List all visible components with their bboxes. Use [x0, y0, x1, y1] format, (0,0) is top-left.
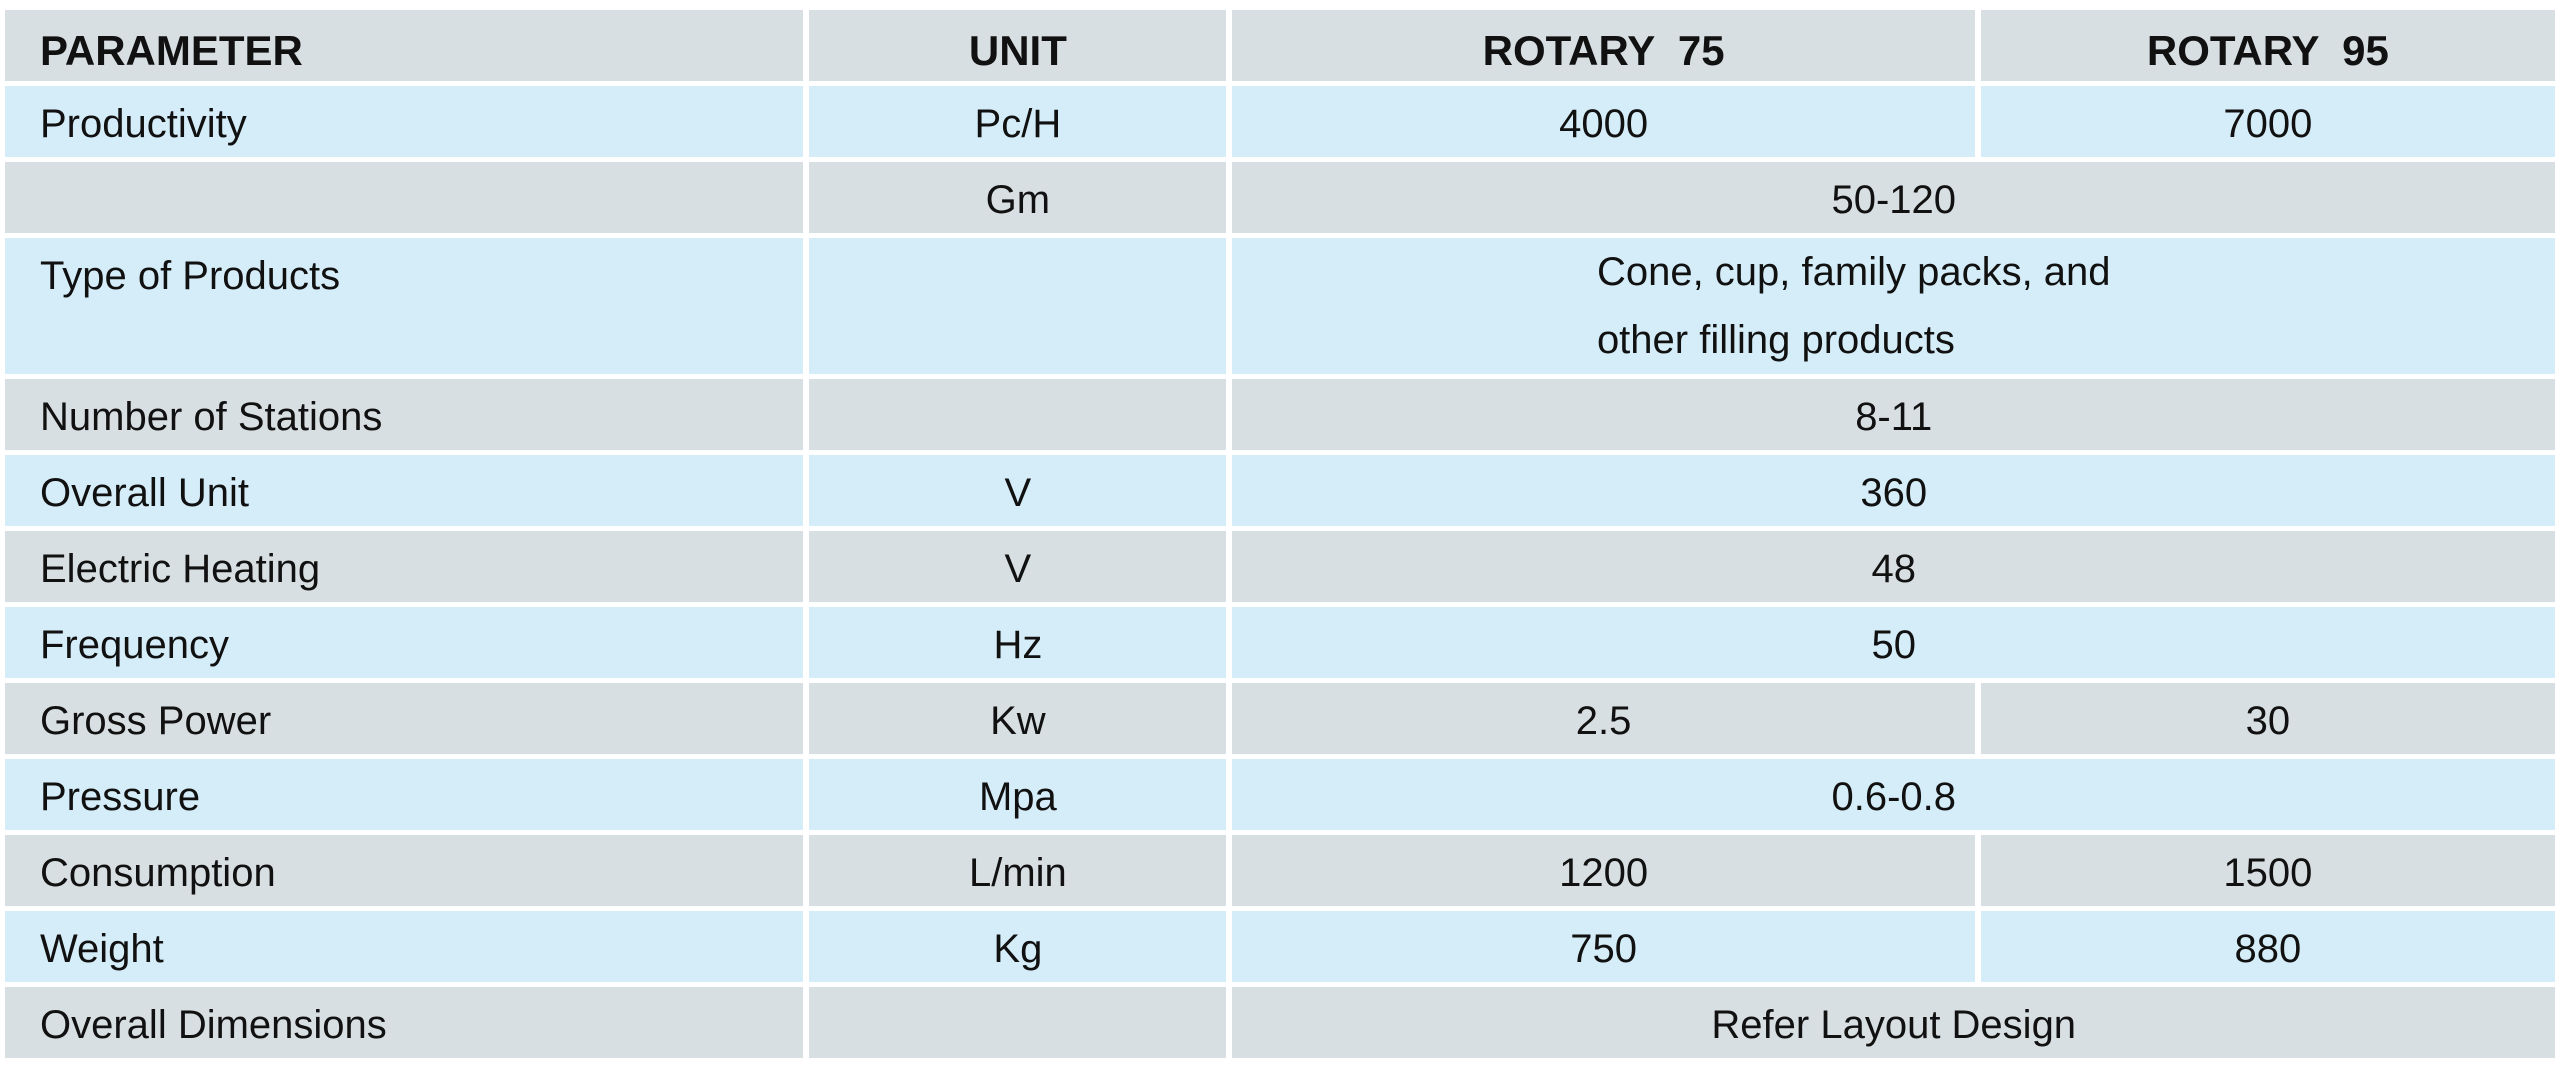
table-row [5, 987, 2555, 1058]
param-cell: Pressure [5, 759, 803, 830]
shared-value-cell: 360 [1232, 455, 2555, 526]
table-row [5, 835, 2555, 906]
table-row [5, 759, 2555, 830]
table-row [5, 683, 2555, 754]
unit-cell: Kg [809, 911, 1226, 982]
spec-table-container [5, 10, 2555, 1058]
rotary-75-cell: 2.5 [1232, 683, 1974, 754]
rotary-95-cell: 1500 [1981, 835, 2555, 906]
header-unit: UNIT [809, 10, 1226, 81]
table-row [5, 238, 2555, 374]
unit-cell [809, 238, 1226, 374]
table-row [5, 379, 2555, 450]
products-line-2: other filling products [1596, 318, 1955, 362]
header-row [5, 10, 2555, 81]
rotary-95-cell: 7000 [1981, 86, 2555, 157]
header-parameter: PARAMETER [5, 10, 803, 81]
param-cell: Overall Dimensions [5, 987, 803, 1058]
unit-cell: V [809, 455, 1226, 526]
shared-value-cell: 8-11 [1232, 379, 2555, 450]
rotary-95-cell: 880 [1981, 911, 2555, 982]
param-cell: Consumption [5, 835, 803, 906]
shared-value-cell: 50-120 [1232, 162, 2555, 233]
shared-value-cell: 50 [1232, 607, 2555, 678]
unit-cell [809, 379, 1226, 450]
table-row [5, 531, 2555, 602]
rotary-95-cell: 30 [1981, 683, 2555, 754]
param-cell: Type of Products [5, 238, 803, 374]
param-cell: Weight [5, 911, 803, 982]
unit-cell: Hz [809, 607, 1226, 678]
unit-cell: V [809, 531, 1226, 602]
shared-value-cell: 48 [1232, 531, 2555, 602]
table-row [5, 162, 2555, 233]
rotary-75-cell: 750 [1232, 911, 1974, 982]
unit-cell: Gm [809, 162, 1226, 233]
shared-value-cell: 0.6-0.8 [1232, 759, 2555, 830]
unit-cell: Kw [809, 683, 1226, 754]
header-rotary-75: ROTARY 75 [1232, 10, 1974, 81]
param-cell: Electric Heating [5, 531, 803, 602]
param-cell: Productivity [5, 86, 803, 157]
table-row [5, 455, 2555, 526]
products-line-1: Cone, cup, family packs, and [1596, 250, 2111, 294]
table-row [5, 607, 2555, 678]
table-row [5, 86, 2555, 157]
rotary-75-cell: 1200 [1232, 835, 1974, 906]
unit-cell: Pc/H [809, 86, 1226, 157]
param-cell: Overall Unit [5, 455, 803, 526]
rotary-75-cell: 4000 [1232, 86, 1974, 157]
spec-table [0, 5, 2560, 1063]
header-rotary-95: ROTARY 95 [1981, 10, 2555, 81]
unit-cell [809, 987, 1226, 1058]
param-cell: Number of Stations [5, 379, 803, 450]
param-cell: Frequency [5, 607, 803, 678]
shared-value-cell [1232, 238, 2555, 374]
param-cell: Gross Power [5, 683, 803, 754]
shared-value-cell: Refer Layout Design [1232, 987, 2555, 1058]
table-row [5, 911, 2555, 982]
unit-cell: Mpa [809, 759, 1226, 830]
param-cell [5, 162, 803, 233]
unit-cell: L/min [809, 835, 1226, 906]
